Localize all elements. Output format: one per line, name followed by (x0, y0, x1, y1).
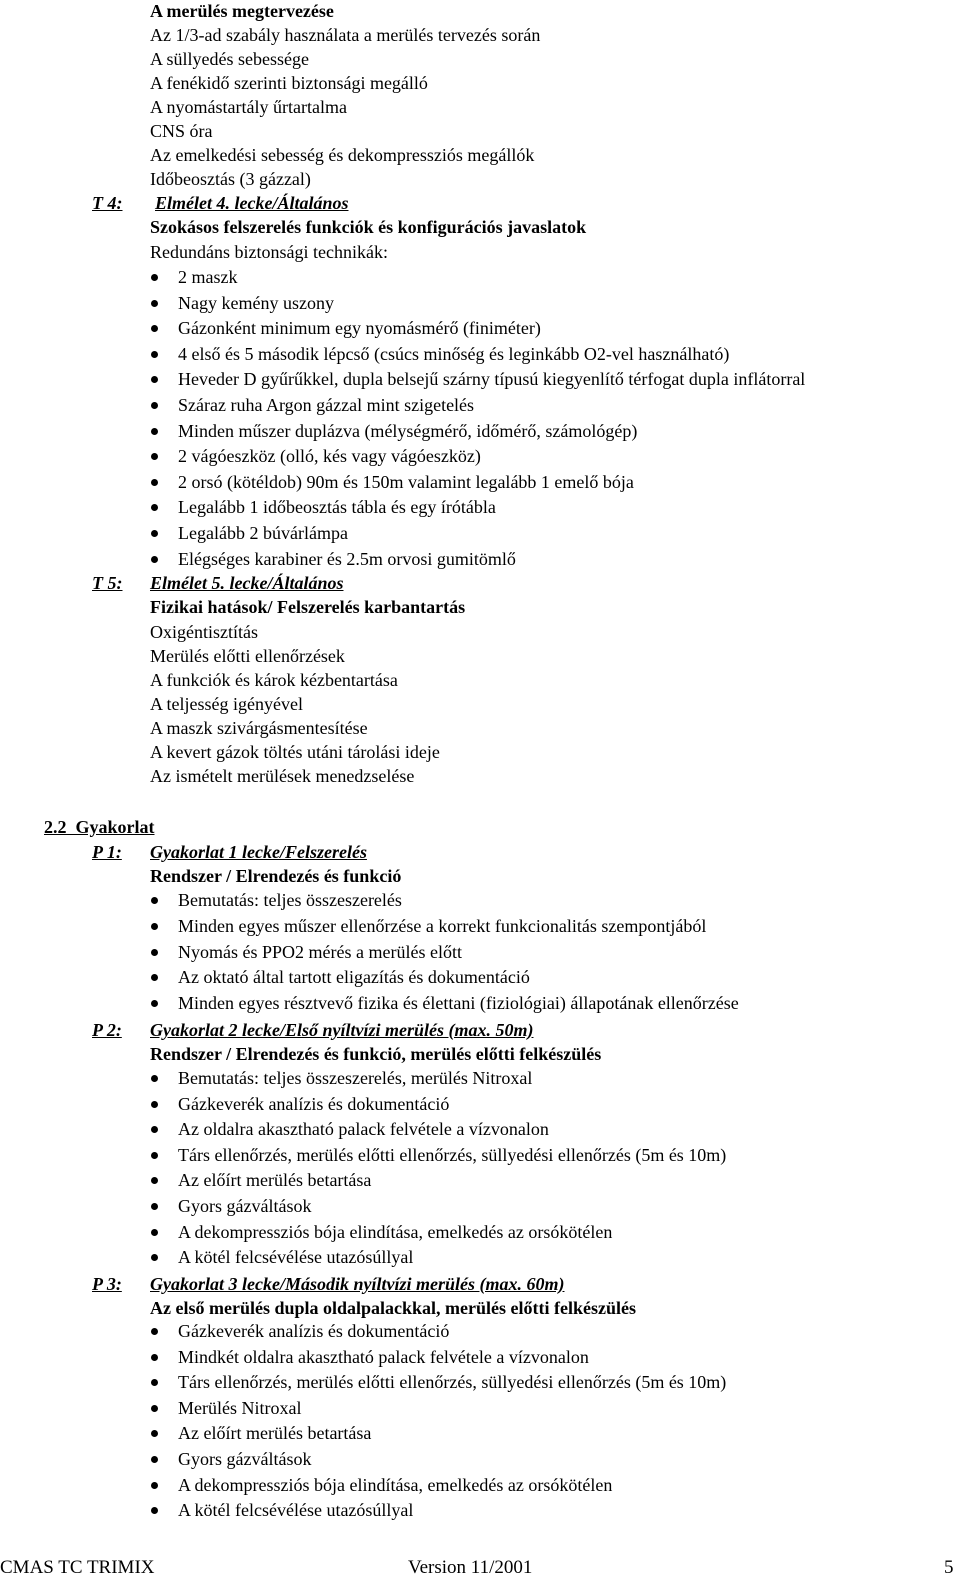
bullet-item: Gyors gázváltások (178, 1196, 312, 1216)
footer-left: CMAS TC TRIMIX (0, 1557, 155, 1578)
bullet-dot-icon (151, 1075, 158, 1082)
p3-title: Gyakorlat 3 lecke/Második nyíltvízi merülés (max. 60m) (150, 1274, 565, 1294)
bullet-dot-icon (151, 1229, 158, 1236)
bullet-dot-icon (151, 1152, 158, 1159)
t5-heading: Fizikai hatások/ Felszerelés karbantartás (150, 597, 466, 617)
t5-item: Az ismételt merülések menedzselése (150, 766, 415, 786)
bullet-dot-icon (151, 1430, 158, 1437)
footer-center: Version 11/2001 (408, 1557, 533, 1578)
bullet-dot-icon (151, 274, 158, 281)
bullet-dot-icon (151, 974, 158, 981)
bullet-item: Legalább 2 búvárlámpa (178, 523, 348, 543)
bullet-item: Társ ellenőrzés, merülés előtti ellenőrzés, süllyedési ellenőrzés (5m és 10m) (178, 1144, 727, 1165)
bullet-dot-icon (151, 530, 158, 537)
t5-item: A teljesség igényével (150, 694, 303, 714)
bullet-item: A kötél felcsévélése utazósúllyal (178, 1247, 414, 1268)
bullet-item: Minden műszer duplázva (mélységmérő, időmérő, számológép) (178, 420, 638, 441)
t5-item: Merülés előtti ellenőrzések (150, 646, 345, 666)
bullet-item: Gázkeverék analízis és dokumentáció (178, 1321, 450, 1341)
bullet-dot-icon (151, 1203, 158, 1210)
bullet-item: Száraz ruha Argon gázzal mint szigetelés (178, 395, 475, 415)
t5-title: Elmélet 5. lecke/Általános (150, 573, 344, 593)
bullet-dot-icon (151, 428, 158, 435)
section-heading: 2.2 Gyakorlat (44, 817, 155, 837)
p3-code: P 3: (92, 1274, 122, 1294)
bullet-dot-icon (151, 1354, 158, 1361)
t3-heading: A merülés megtervezése (150, 1, 334, 21)
t3-item: A nyomástartály űrtartalma (150, 97, 347, 117)
t5-code: T 5: (92, 573, 123, 593)
bullet-dot-icon (151, 479, 158, 486)
t3-item: Az 1/3-ad szabály használata a merülés tervezés során (150, 25, 541, 45)
bullet-item: 4 első és 5 második lépcső (csúcs minőség és leginkább O2-vel használható) (178, 343, 730, 364)
p1-code: P 1: (92, 842, 122, 862)
t4-code: T 4: (92, 193, 123, 213)
p2-heading: Rendszer / Elrendezés és funkció, merülés előtti felkészülés (150, 1044, 602, 1064)
bullet-item: Gyors gázváltások (178, 1449, 312, 1469)
bullet-dot-icon (151, 897, 158, 904)
bullet-item: Legalább 1 időbeosztás tábla és egy írótábla (178, 497, 496, 518)
bullet-dot-icon (151, 1482, 158, 1489)
bullet-dot-icon (151, 1379, 158, 1386)
t3-item: Időbeosztás (3 gázzal) (150, 169, 311, 189)
bullet-item: Az előírt merülés betartása (178, 1170, 372, 1191)
bullet-dot-icon (151, 1456, 158, 1463)
t3-item: Az emelkedési sebesség és dekompressziós megállók (150, 145, 535, 165)
bullet-dot-icon (151, 300, 158, 307)
bullet-item: A dekompressziós bója elindítása, emelkedés az orsókötélen (178, 1474, 613, 1495)
t3-item: A süllyedés sebessége (150, 49, 309, 69)
bullet-item: 2 maszk (178, 267, 238, 287)
bullet-item: Heveder D gyűrűkkel, dupla belsejű szárny típusú kiegyenlítő térfogat dupla inflátorral (178, 369, 806, 390)
bullet-item: A dekompressziós bója elindítása, emelkedés az orsókötélen (178, 1221, 613, 1242)
bullet-item: Minden egyes résztvevő fizika és élettani (fiziológiai) állapotának ellenőrzése (178, 993, 739, 1014)
bullet-item: Bemutatás: teljes összeszerelés, merülés Nitroxal (178, 1068, 533, 1088)
p1-heading: Rendszer / Elrendezés és funkció (150, 866, 402, 886)
t4-heading: Szokásos felszerelés funkciók és konfigurációs javaslatok (150, 217, 587, 237)
bullet-dot-icon (151, 325, 158, 332)
bullet-dot-icon (151, 376, 158, 383)
bullet-item: Nagy kemény uszony (178, 292, 334, 313)
bullet-item: Minden egyes műszer ellenőrzése a korrekt funkcionalitás szempontjából (178, 915, 707, 936)
t5-item: Oxigéntisztítás (150, 622, 258, 642)
bullet-dot-icon (151, 1328, 158, 1335)
bullet-item: Nyomás és PPO2 mérés a merülés előtt (178, 941, 462, 962)
bullet-item: Bemutatás: teljes összeszerelés (178, 890, 402, 910)
bullet-dot-icon (151, 556, 158, 563)
bullet-item: Merülés Nitroxal (178, 1397, 302, 1418)
t5-item: A kevert gázok töltés utáni tárolási ideje (150, 742, 440, 762)
bullet-dot-icon (151, 1126, 158, 1133)
t4-title: Elmélet 4. lecke/Általános (155, 193, 349, 213)
bullet-dot-icon (151, 949, 158, 956)
t3-item: A fenékidő szerinti biztonsági megálló (150, 73, 428, 93)
bullet-dot-icon (151, 1000, 158, 1007)
p2-title: Gyakorlat 2 lecke/Első nyíltvízi merülés (max. 50m) (150, 1020, 534, 1040)
bullet-dot-icon (151, 402, 158, 409)
bullet-item: Gázonként minimum egy nyomásmérő (finiméter) (178, 318, 541, 339)
bullet-dot-icon (151, 1405, 158, 1412)
t5-item: A maszk szivárgásmentesítése (150, 718, 368, 738)
t5-item: A funkciók és károk kézbentartása (150, 670, 398, 690)
bullet-item: Az oldalra akasztható palack felvétele a vízvonalon (178, 1119, 549, 1140)
bullet-item: Az oktató által tartott eligazítás és dokumentáció (178, 967, 530, 988)
bullet-dot-icon (151, 1254, 158, 1261)
footer-page-number: 5 (944, 1557, 954, 1578)
bullet-item: Elégséges karabiner és 2.5m orvosi gumitömlő (178, 548, 516, 569)
bullet-item: 2 orsó (kötéldob) 90m és 150m valamint legalább 1 emelő bója (178, 471, 634, 492)
bullet-dot-icon (151, 1101, 158, 1108)
bullet-dot-icon (151, 1507, 158, 1514)
bullet-item: Gázkeverék analízis és dokumentáció (178, 1093, 450, 1114)
bullet-dot-icon (151, 504, 158, 511)
p2-code: P 2: (92, 1020, 122, 1040)
t4-intro: Redundáns biztonsági technikák: (150, 242, 388, 262)
bullet-item: Mindkét oldalra akasztható palack felvétele a vízvonalon (178, 1346, 589, 1367)
p3-heading: Az első merülés dupla oldalpalackkal, merülés előtti felkészülés (150, 1298, 636, 1318)
bullet-dot-icon (151, 1177, 158, 1184)
bullet-item: Társ ellenőrzés, merülés előtti ellenőrzés, süllyedési ellenőrzés (5m és 10m) (178, 1372, 727, 1393)
bullet-dot-icon (151, 923, 158, 930)
p1-title: Gyakorlat 1 lecke/Felszerelés (150, 842, 367, 862)
t3-item: CNS óra (150, 121, 213, 141)
bullet-item: A kötél felcsévélése utazósúllyal (178, 1500, 414, 1521)
bullet-item: 2 vágóeszköz (olló, kés vagy vágóeszköz) (178, 446, 481, 467)
bullet-dot-icon (151, 351, 158, 358)
bullet-item: Az előírt merülés betartása (178, 1423, 372, 1444)
bullet-dot-icon (151, 453, 158, 460)
